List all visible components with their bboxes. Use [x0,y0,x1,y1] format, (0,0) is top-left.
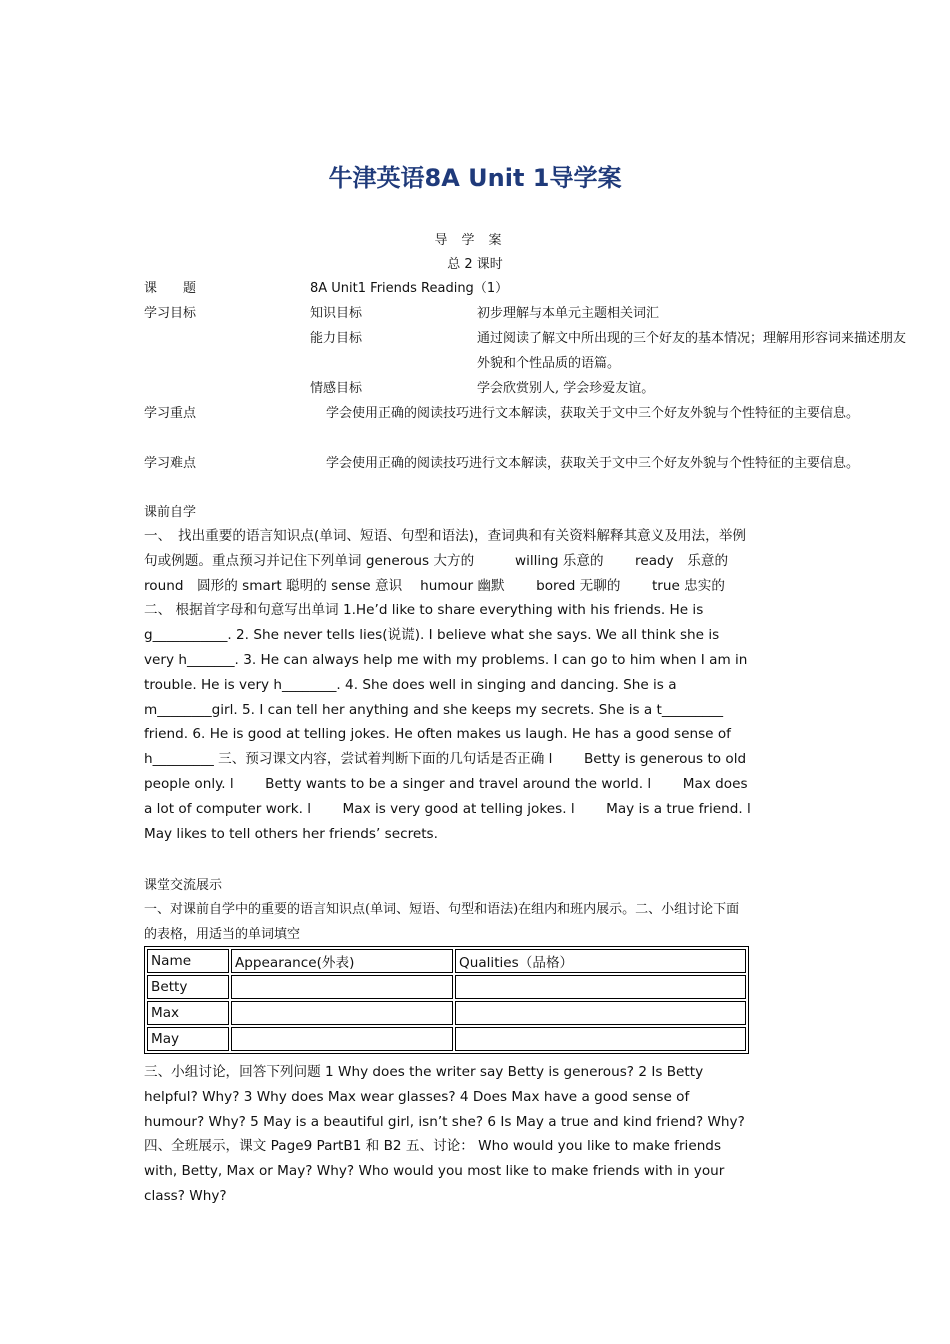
table-row [147,1001,746,1025]
class-heading: 课堂交流展示 [144,878,223,893]
table-cell-name: Max [147,1001,229,1025]
total-hours: 总 2 课时 [447,257,503,272]
goal-type-knowledge: 知识目标 [310,306,363,321]
table-cell-appearance [231,1027,453,1051]
table-cell-qualities [455,1001,746,1025]
difficulty-text: 学会使用正确的阅读技巧进行文本解读，获取关于文中三个好友外貌与个性特征的主要信息。 [326,456,860,471]
goal-text-ability: 通过阅读了解文中所出现的三个好友的基本情况；理解用形容词来描述朋友外貌和个性品质的语篇。 [477,331,907,371]
qualities-table [144,946,749,1054]
table-cell-appearance [231,1001,453,1025]
table-cell-qualities [455,1027,746,1051]
table-cell-qualities [455,975,746,999]
key-text: 学会使用正确的阅读技巧进行文本解读，获取关于文中三个好友外貌与个性特征的主要信息。 [326,406,860,421]
table-row [147,1027,746,1051]
table-cell-appearance [231,975,453,999]
goal-type-emotion: 情感目标 [310,381,363,396]
goals-label: 学习目标 [144,306,197,321]
difficulty-label: 学习难点 [144,456,197,471]
preview-text: 一、 找出重要的语言知识点(单词、短语、句型和语法)，查词典和有关资料解释其意义及用法，举例句或例题。重点预习并记住下列单词 generous 大方的 willing 乐意的 ready 乐意的 round 圆形的 smart 聪明的 sense 意识 humour 幽默 bored 无聊的 true 忠实的二、 根据首字母和句意写出单词 1.He’d like to share everything with his friends. He is g___________. 2. She never tells lies(说谎). I believe what she says. We all think she is very h_______. 3. He can always help me with my problems. I can go to him when I am in trouble. He is very h________. 4. She does well in singing and dancing. She is a m________girl. 5. I can tell her anything and she keeps my secrets. She is a t_________ friend. 6. He is good at telling jokes. He often makes us laugh. He has a good sense of h_________ 三、预习课文内容，尝试着判断下面的几句话是否正确 l Betty is generous to old people only. l Betty wants to be a singer and travel around the world. l Max does a lot of computer work. l Max is very good at telling jokes. l May is a true friend. l May likes to tell others her friends’ secrets. [144,528,783,842]
preview-heading: 课前自学 [144,505,197,520]
table-cell-name: Betty [147,975,229,999]
goal-text-emotion: 学会欣赏别人, 学会珍爱友谊。 [477,381,655,396]
table-header-qualities: Qualities（品格） [455,949,746,973]
goal-text-knowledge: 初步理解与本单元主题相关词汇 [477,306,660,321]
topic-value: 8A Unit1 Friends Reading（1） [310,281,509,296]
table-header-name: Name [147,949,229,973]
discussion-text: 三、小组讨论，回答下列问题 1 Why does the writer say Betty is generous? 2 Is Betty helpful? Why? 3 Why does Max wear glasses? 4 Does Max have a good sense of humour? Why? 5 May is a beautiful girl, isn’t she? 6 Is May a true and kind friend? Why? 四、全班展示，课文 Page9 PartB1 和 B2 五、讨论： Who would you like to make friends with, Betty, Max or May? Why? Who would you most like to make friends with in your class? Why? [144,1064,763,1204]
table-row [147,975,746,999]
table-header-appearance: Appearance(外表) [231,949,453,973]
key-label: 学习重点 [144,406,197,421]
table-header-row [147,949,746,973]
page-title: 牛津英语8A Unit 1导学案 [328,164,622,192]
class-text: 一、对课前自学中的重要的语言知识点(单词、短语、句型和语法)在组内和班内展示。二、小组讨论下面的表格，用适当的单词填空 [144,902,740,942]
topic-label: 课 题 [144,281,197,296]
goal-type-ability: 能力目标 [310,331,363,346]
table-cell-name: May [147,1027,229,1051]
subtitle: 导学案 [434,233,516,248]
